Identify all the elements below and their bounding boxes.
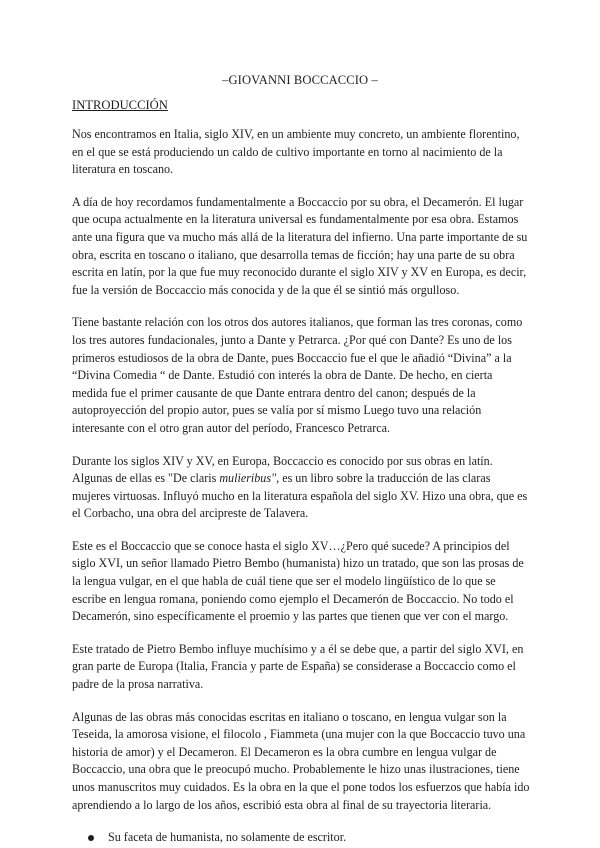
paragraph-6: Este tratado de Pietro Bembo influye muchísimo y a él se debe que, a partir del siglo XVI, en gran parte de Europa (Italia, Francia y parte de España) se considerase a Boccaccio como el padre de la prosa narrativa. [72, 641, 524, 692]
paragraph-7: Algunas de las obras más conocidas escritas en italiano o toscano, en lengua vulgar son la Teseida, la amorosa visione, el filocolo , Fiammeta (una mujer con la que Boccaccio tuvo una historia de amor) y el Decameron. El Decameron es la obra cumbre en lengua vulgar de Boccaccio, una obra que le preocupó mucho. Probablemente le hizo unas ilustraciones, tiene unos manuscritos muy cuidados. Es la obra en la que el pone todos los esfuerzos que había ido aprendiendo a lo largo de los años, escribió esta obra al final de su trayectoria literaria. [72, 709, 530, 812]
paragraph-4-part-b: es un libro sobre la traducción de las claras mujeres virtuosas. Influyó mucho en la literatura española del siglo XV. Hizo una obra, que es el Corbacho, una obra del arcipreste de Talavera. [72, 471, 528, 521]
paragraph-4-italic: mulieribus", [219, 471, 280, 486]
paragraph-1: Nos encontramos en Italia, siglo XIV, en un ambiente muy concreto, un ambiente florentino, en el que se está produciendo un caldo de cultivo importante en torno al nacimiento de la literatura en toscano. [72, 127, 520, 177]
bullet-dot-icon [88, 835, 94, 841]
paragraph-4 [72, 453, 530, 523]
document-title: –GIOVANNI BOCCACCIO – [222, 73, 378, 87]
bullet-item [88, 829, 530, 847]
paragraph-5: Este es el Boccaccio que se conoce hasta el siglo XV…¿Pero qué sucede? A principios del siglo XVI, un señor llamado Pietro Bembo (humanista) hizo un tratado, que son las prosas de la lengua vulgar, en el que habla de cuál tiene que ser el modelo lingüístico de lo que se escribe en lengua romana, poniendo como ejemplo el Decamerón de Boccaccio. No todo el Decamerón, sino específicamente el proemio y las partes que tienen que ver con el margo. [72, 538, 524, 624]
paragraph-2: A día de hoy recordamos fundamentalmente a Boccaccio por su obra, el Decamerón. El lugar que ocupa actualmente en la literatura universal es fundamentalmente por esa obra. Estamos ante una figura que va mucho más allá de la literatura del infierno. Una parte importante de su obra, escrita en toscano o italiano, que desarrolla temas de ficción; hay una parte de su obra escrita en latín, por la que fue muy reconocido durante el siglo XIV y XV en Europa, es decir, fue la versión de Boccaccio más conocida y de la que él se sintió más orgulloso. [72, 194, 528, 297]
paragraph-4-part-a: Durante los siglos XIV y XV, en Europa, Boccaccio es conocido por sus obras en latín. Algunas de ellas es "De claris [72, 453, 493, 486]
document-body [72, 126, 530, 847]
section-heading: INTRODUCCIÓN [72, 98, 168, 112]
paragraph-3: Tiene bastante relación con los otros dos autores italianos, que forman las tres coronas, como los tres autores fundacionales, junto a Dante y Petrarca. ¿Por qué con Dante? Es uno de los primeros estudiosos de la obra de Dante, pues Boccaccio fue el que le añadió “Divina” a la “Divina Comedia “ de Dante. Estudió con interés la obra de Dante. De hecho, en cierta medida fue el primer causante de que Dante entrara dentro del canon; después de la autoproyección del propio autor, pues se valía por sí mismo Luego tuvo una relación interesante con el otro gran autor del período, Francesco Petrarca. [72, 315, 523, 435]
bullet-text: Su faceta de humanista, no solamente de escritor. [108, 830, 347, 845]
